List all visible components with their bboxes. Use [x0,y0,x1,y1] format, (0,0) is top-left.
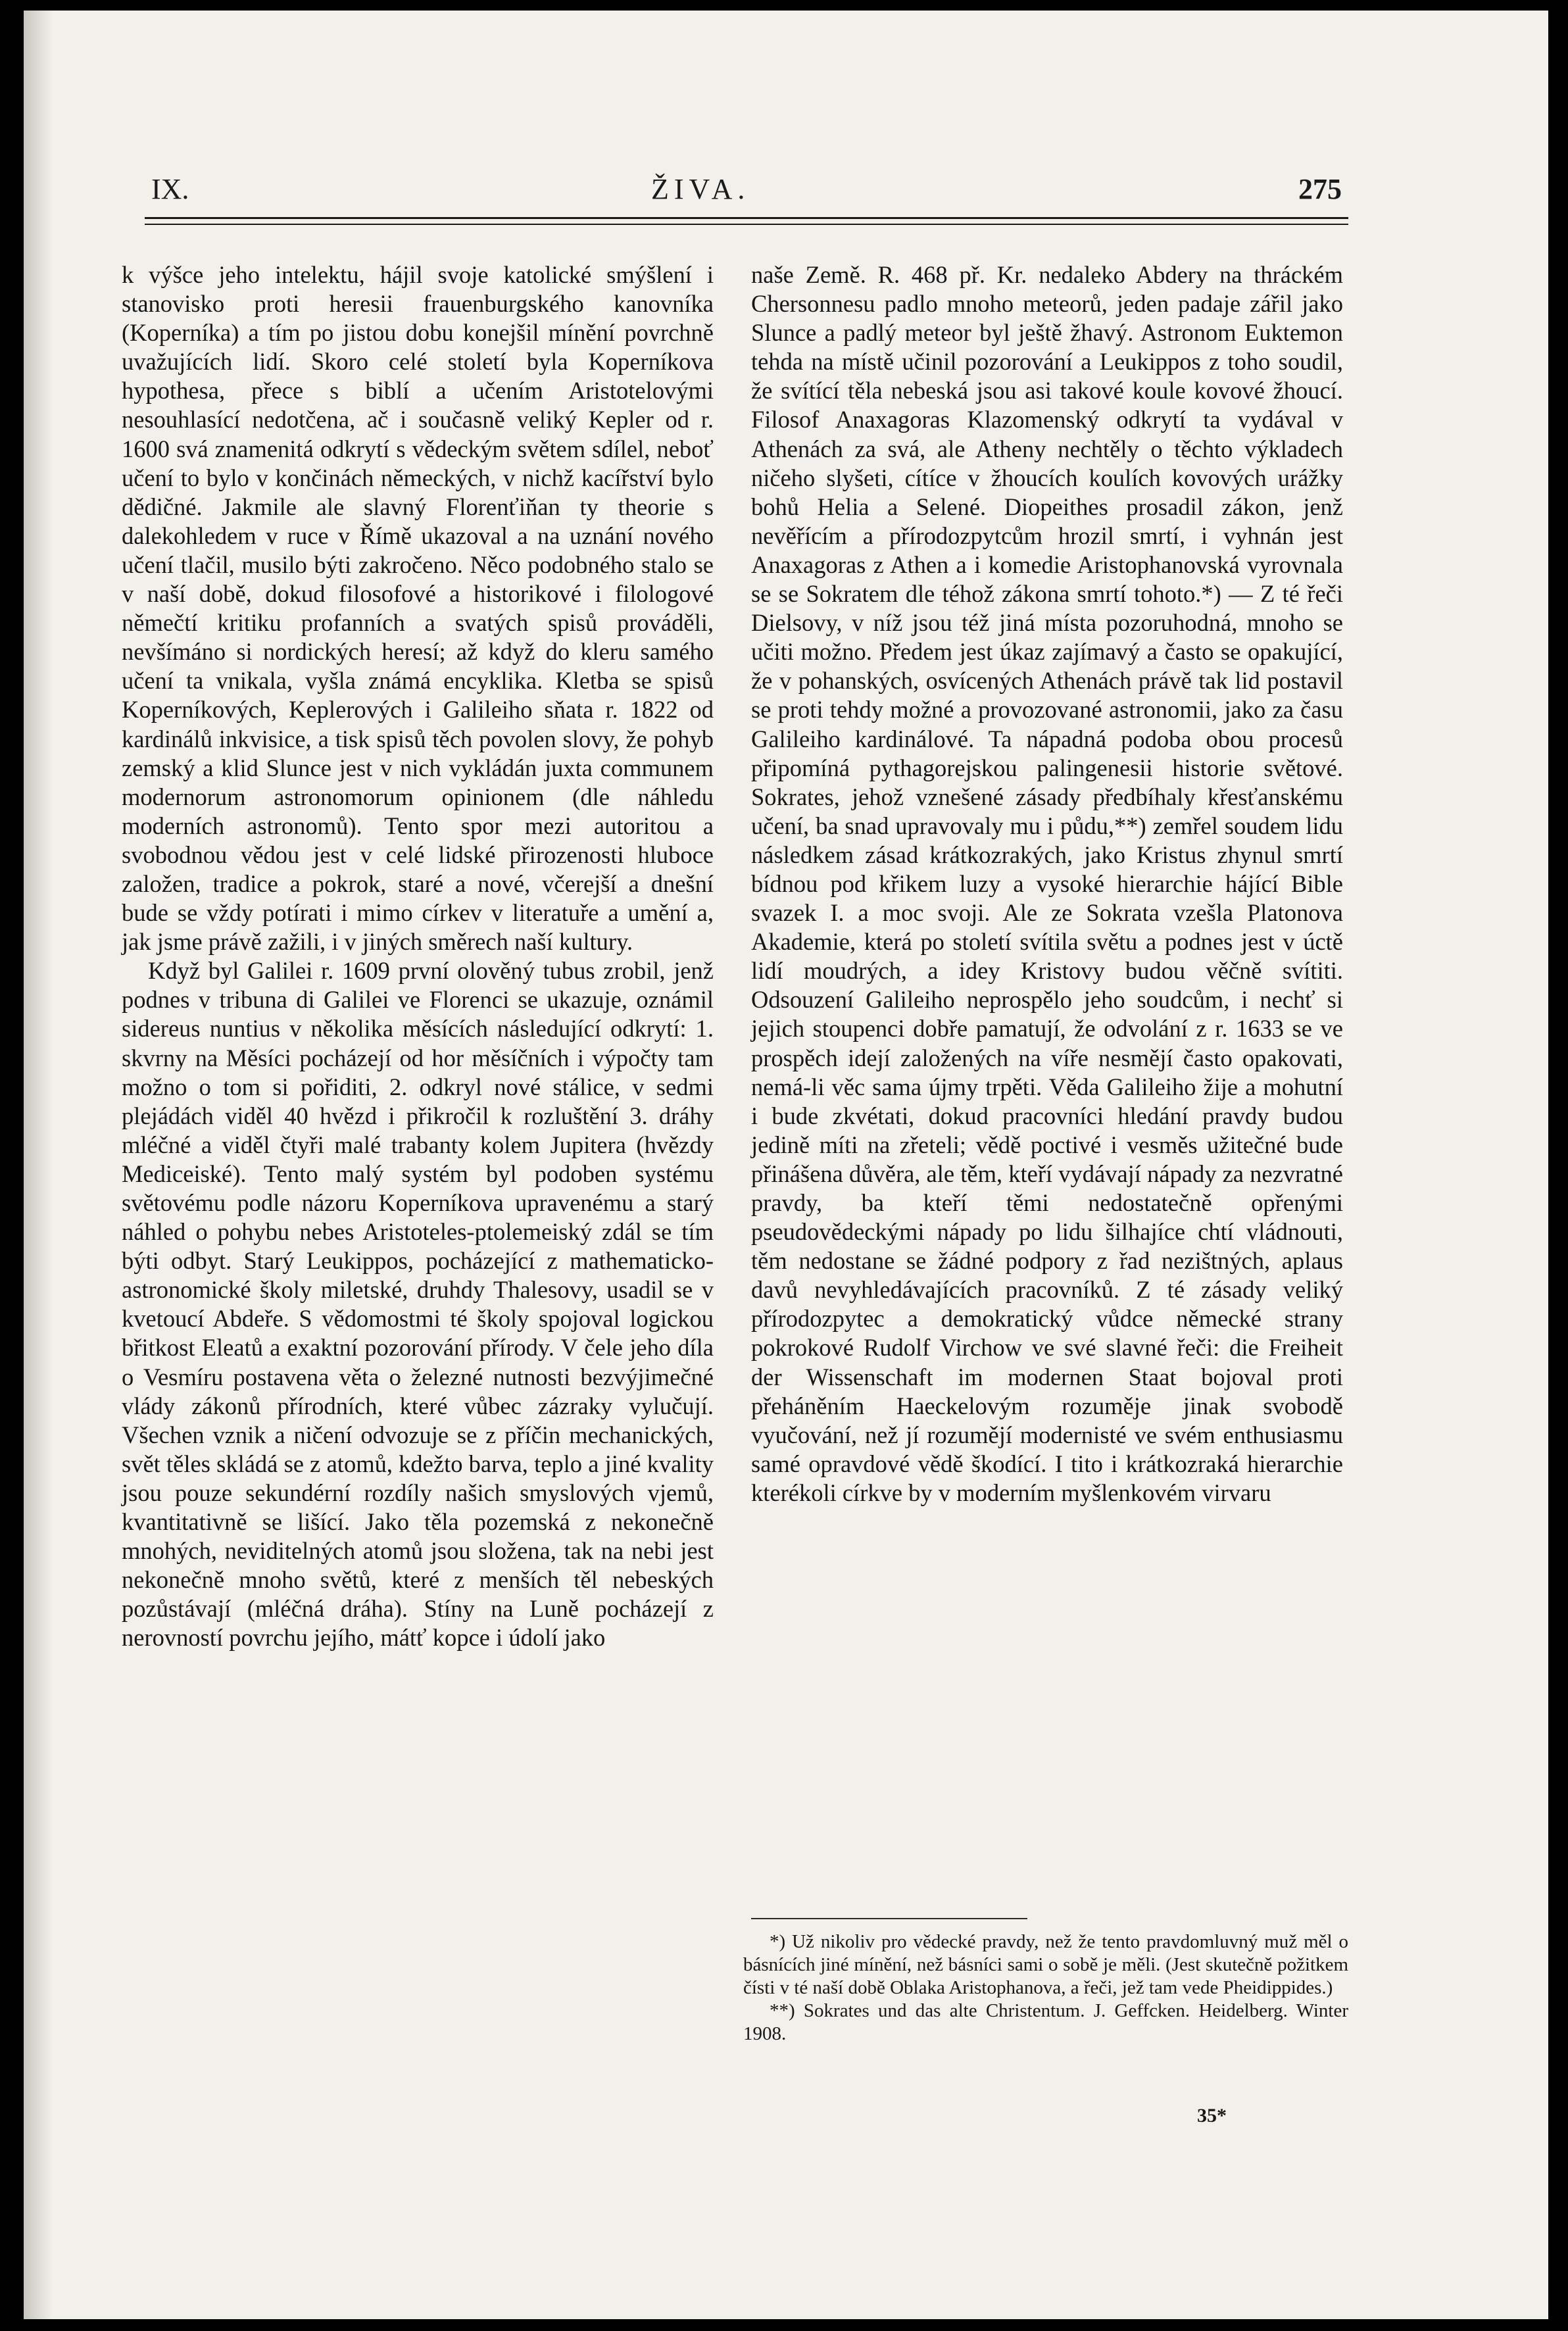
page-number: 275 [1298,173,1342,205]
left-column [122,260,714,1653]
header-rule [145,217,1348,219]
journal-title: ŽIVA. [651,173,750,205]
footnote-rule [751,1918,1027,1919]
running-header [145,172,1342,212]
volume-number: IX. [151,173,189,205]
page-spine-shadow [24,11,53,2319]
header-rule-thin [145,224,1348,225]
paragraph: naše Země. R. 468 př. Kr. nedaleko Abdery na thráckém Chersonnesu padlo mnoho meteorů, jeden padaje zářil jako Slunce a padlý meteor byl ještě žhavý. Astronom Euktemon tehda na místě učinil pozorování a Leukippos z toho soudil, že svítící těla nebeská jsou asi takové koule kovové žhoucí. Filosof Anaxagoras Klazomenský odkrytí ta vydával v Athenách za svá, ale Atheny nechtěly o těchto výkladech ničeho slyšeti, cítíce v žhoucích koulích kovových urážky bohů Helia a Selené. Diopeithes prosadil zákon, jenž nevěřícím a přírodozpytcům hrozil smrtí, i vyhnán jest Anaxagoras z Athen a i komedie Aristophanovská vyrovnala se se Sokratem dle téhož zákona smrtí tohoto.*) — Z té řeči Dielsovy, v níž jsou též jiná místa pozoruhodná, mnoho se učiti možno. Předem jest úkaz zajímavý a často se opakující, že v pohanských, osvícených Athenách právě tak lid postavil se proti tehdy možné a provozované astronomii, jako za času Galileiho kardinálové. Ta nápadná podoba obou procesů připomíná pythagorejskou palingenesii historie světové. Sokrates, jehož vznešené zásady předbíhaly křesťanskému učení, ba snad upravovaly mu i půdu,**) zemřel soudem lidu následkem zásad krátkozrakých, jako Kristus zhynul smrtí bídnou pod křikem luzy a vysoké hierarchie hájící Bible svazek I. a moc svoji. Ale ze Sokrata vzešla Platonova Akademie, která po století svítila světu a podnes jest v úctě lidí moudrých, a idey Kristovy budou věčně svítiti. Odsouzení Galileiho neprospělo jeho soudcům, i nechť si jejich stoupenci dobře pamatují, že odvolání z r. 1633 se ve prospěch idejí založených na víře nesmějí často opakovati, nemá-li věc sama újmy trpěti. Věda Galileiho žije a mohutní i bude zkvétati, dokud pracovníci hledání pravdy budou jedině míti na zřeteli; vědě poctivé i vesměs užitečné bude přinášena důvěra, ale těm, kteří vydávají nápady za nezvratné pravdy, ba kteří těmi nedostatečně opřenými pseudovědeckými nápady po lidu šilhajíce chtí vládnouti, těm nedostane se žádné podpory z řad nezištných, aplaus davů nevyhledávajících pracovníků. Z té zásady veliký přírodozpytec a demokratický vůdce německé strany pokrokové Rudolf Virchow ve své slavné řeči: die Freiheit der Wissenschaft im modernen Staat bojoval proti přeháněním Haeckelovým rozuměje jinak svobodě vyučování, než jí rozumějí modernisté ve svém enthusiasmu samé opravdové vědě škodící. I tito i krátkozraká hierarchie kterékoli církve by v moderním myšlenkovém virvaru [751,261,1343,1506]
paragraph: k výšce jeho intelektu, hájil svoje katolické smýšlení i stanovisko proti heresii frauenburgského kanovníka (Koperníka) a tím po jistou dobu konejšil mínění povrchně uvažujících lidí. Skoro celé století byla Koperníkova hypothesa, přece s biblí a učením Aristotelovými nesouhlasící nedotčena, ač i současně veliký Kepler od r. 1600 svá znamenitá odkrytí s vědeckým světem sdílel, neboť učení to bylo v končinách německých, v nichž kacířství bylo dědičné. Jakmile ale slavný Florenťiňan ty theorie s dalekohledem v ruce v Římě ukazoval a na uznání nového učení tlačil, musilo býti zakročeno. Něco podobného stalo se v naší době, dokud filosofové a historikové i filologové němečtí kritiku profanních a svatých spisů prováděli, nevšímáno si nordických heresí; až když do kleru samého učení ta vnikala, vyšla známá encyklika. Kletba se spisů Koperníkových, Keplerových i Galileiho sňata r. 1822 od kardinálů inkvisice, a tisk spisů těch povolen slovy, že pohyb zemský a klid Slunce jest v nich vykládán juxta communem modernorum astronomorum opinionem (dle náhledu moderních astronomů). Tento spor mezi autoritou a svobodnou vědou jest v celé lidské přirozenosti hluboce založen, tradice a pokrok, staré a nové, včerejší a dnešní bude se vždy potírati i mimo církev v literatuře a umění a, jak jsme právě zažili, i v jiných směrech naší kultury. [122,261,714,956]
right-column [751,260,1343,1508]
paragraph: Když byl Galilei r. 1609 první olověný tubus zrobil, jenž podnes v tribuna di Galilei ve Florenci se ukazuje, oznámil sidereus nuntius v několika měsících následující odkrytí: 1. skvrny na Měsíci pocházejí od hor měsíčních i výpočty tam možno o tom si pořiditi, 2. odkryl nové stálice, v sedmi plejádách viděl 40 hvězd i přikročil k rozluštění 3. dráhy mléčné a viděl čtyři malé trabanty kolem Jupitera (hvězdy Mediceiské). Tento malý systém byl podoben systému světovému podle názoru Koperníkova upravenému a starý náhled o pohybu nebes Aristoteles-ptolemeiský zdál se tím býti odbyt. Starý Leukippos, pocházející z mathematicko-astronomické školy miletské, druhdy Thalesovy, usadil se v kvetoucí Abdeře. S vědomostmi té školy spojoval logickou břitkost Eleatů a exaktní pozorování přírody. V čele jeho díla o Vesmíru postavena věta o železné nutnosti bezvýjimečné vlády zákonů přírodních, které vůbec zázraky vylučují. Všechen vznik a ničení odvozuje se z příčin mechanických, svět těles skládá se z atomů, kdežto barva, teplo a jiné kvality jsou pouze sekundérní rozdíly našich smyslových vjemů, kvantitativně se lišící. Jako těla pozemská z nekonečně mnohých, neviditelných atomů jsou složena, tak na nebi jest nekonečně mnoho světů, které z menších těl nebeských pozůstávají (mléčná dráha). Stíny na Luně pocházejí z nerovností povrchu jejího, mátť kopce i údolí jako [122,957,714,1652]
footnote: *) Už nikoliv pro vědecké pravdy, než že tento pravdomluvný muž měl o básnících jiné mínění, než básníci sami o sobě je měli. (Jest skutečně požitkem čísti v té naší době Oblaka Aristophanova, a řeči, jež tam vede Pheidippides.) [743,1931,1348,1998]
signature-mark: 35* [1197,2105,1227,2126]
footnotes [743,1930,1348,2046]
footnote: **) Sokrates und das alte Christentum. J. Geffcken. Heidelberg. Winter 1908. [743,2000,1348,2044]
